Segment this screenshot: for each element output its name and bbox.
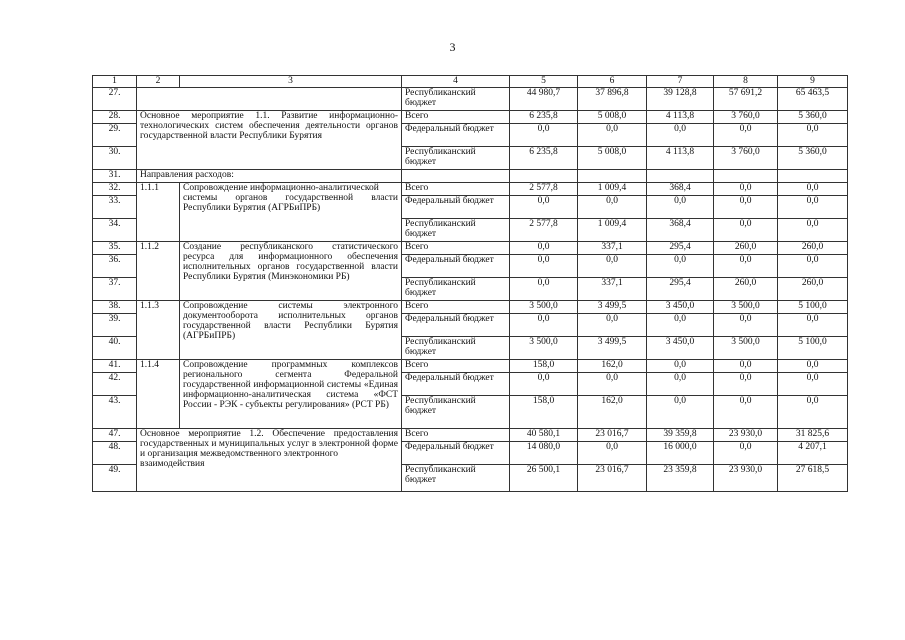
value-cell: 0,0: [647, 314, 714, 337]
value-cell: 40 580,1: [510, 429, 578, 442]
value-cell: 0,0: [510, 242, 578, 255]
value-cell: 65 463,5: [778, 88, 848, 111]
funding-source: Федеральный бюджет: [402, 314, 510, 337]
row-number: 38.: [93, 301, 137, 314]
table-row: [93, 360, 848, 373]
value-cell: 0,0: [647, 396, 714, 429]
value-cell: 0,0: [778, 360, 848, 373]
value-cell: 0,0: [778, 373, 848, 396]
row-number: 49.: [93, 465, 137, 492]
value-cell: 260,0: [778, 278, 848, 301]
funding-source: Республиканский бюджет: [402, 337, 510, 360]
value-cell: 3 760,0: [714, 111, 778, 124]
value-cell: 0,0: [714, 314, 778, 337]
value-cell: 0,0: [714, 396, 778, 429]
table-header-row: [93, 76, 848, 88]
value-cell: 0,0: [647, 255, 714, 278]
header-cell: 9: [778, 76, 848, 88]
value-cell: 0,0: [578, 255, 647, 278]
row-number: 47.: [93, 429, 137, 442]
funding-source: Всего: [402, 429, 510, 442]
value-cell: 23 930,0: [714, 429, 778, 442]
funding-source: Всего: [402, 111, 510, 124]
value-cell: 158,0: [510, 360, 578, 373]
value-cell: 0,0: [578, 442, 647, 465]
value-cell: 3 760,0: [714, 147, 778, 170]
value-cell: 260,0: [778, 242, 848, 255]
value-cell: 57 691,2: [714, 88, 778, 111]
row-number: 42.: [93, 373, 137, 396]
value-cell: 0,0: [647, 360, 714, 373]
value-cell: 39 128,8: [647, 88, 714, 111]
row-number: 39.: [93, 314, 137, 337]
header-cell: 6: [578, 76, 647, 88]
row-number: 32.: [93, 183, 137, 196]
row-number: 41.: [93, 360, 137, 373]
value-cell: 37 896,8: [578, 88, 647, 111]
row-number: 29.: [93, 124, 137, 147]
value-cell: 0,0: [714, 255, 778, 278]
value-cell: [647, 170, 714, 183]
value-cell: 1 009,4: [578, 219, 647, 242]
value-cell: 368,4: [647, 219, 714, 242]
value-cell: 16 000,0: [647, 442, 714, 465]
value-cell: 337,1: [578, 278, 647, 301]
value-cell: 0,0: [578, 373, 647, 396]
value-cell: 0,0: [714, 442, 778, 465]
row-number: 31.: [93, 170, 137, 183]
value-cell: 2 577,8: [510, 219, 578, 242]
value-cell: 23 930,0: [714, 465, 778, 492]
activity-code: 1.1.1: [137, 183, 180, 242]
header-cell: 2: [137, 76, 180, 88]
value-cell: 368,4: [647, 183, 714, 196]
value-cell: 0,0: [714, 360, 778, 373]
value-cell: 260,0: [714, 242, 778, 255]
value-cell: 31 825,6: [778, 429, 848, 442]
value-cell: 4 113,8: [647, 147, 714, 170]
table-row: [93, 183, 848, 196]
value-cell: 3 499,5: [578, 301, 647, 314]
value-cell: 4 207,1: [778, 442, 848, 465]
value-cell: 27 618,5: [778, 465, 848, 492]
value-cell: 260,0: [714, 278, 778, 301]
value-cell: 0,0: [647, 196, 714, 219]
value-cell: 0,0: [778, 196, 848, 219]
value-cell: 4 113,8: [647, 111, 714, 124]
value-cell: 0,0: [778, 396, 848, 429]
value-cell: 23 016,7: [578, 429, 647, 442]
activity-description: Основное мероприятие 1.2. Обеспечение предоставления государственных и муниципальных услуг в электронной форме и организация межведомственного электронного взаимодействия: [137, 429, 402, 492]
value-cell: 3 450,0: [647, 301, 714, 314]
activity-description: Сопровождение информационно-аналитической системы органов государственной власти Республики Бурятия (АГРБиПРБ): [180, 183, 402, 242]
funding-source: Федеральный бюджет: [402, 255, 510, 278]
value-cell: 0,0: [778, 314, 848, 337]
description-cell: [137, 88, 402, 111]
value-cell: 5 100,0: [778, 301, 848, 314]
value-cell: 0,0: [714, 124, 778, 147]
value-cell: 26 500,1: [510, 465, 578, 492]
row-number: 35.: [93, 242, 137, 255]
section-heading: Направления расходов:: [137, 170, 402, 183]
funding-source: Республиканский бюджет: [402, 465, 510, 492]
row-number: 33.: [93, 196, 137, 219]
value-cell: 0,0: [714, 373, 778, 396]
funding-source: [402, 170, 510, 183]
value-cell: [510, 170, 578, 183]
funding-source: Всего: [402, 183, 510, 196]
funding-source: Республиканский бюджет: [402, 396, 510, 429]
table-row: [93, 170, 848, 183]
header-cell: 7: [647, 76, 714, 88]
value-cell: 0,0: [578, 124, 647, 147]
row-number: 27.: [93, 88, 137, 111]
value-cell: 14 080,0: [510, 442, 578, 465]
table-row: [93, 111, 848, 124]
funding-source: Федеральный бюджет: [402, 373, 510, 396]
activity-description: Основное мероприятие 1.1. Развитие информационно-технологических систем обеспечения деятельности органов государственной власти Республики Бурятия: [137, 111, 402, 170]
table-row: [93, 429, 848, 442]
row-number: 30.: [93, 147, 137, 170]
value-cell: 3 450,0: [647, 337, 714, 360]
value-cell: 0,0: [714, 219, 778, 242]
value-cell: 0,0: [510, 373, 578, 396]
table-row: [93, 88, 848, 111]
value-cell: 5 008,0: [578, 147, 647, 170]
header-cell: 4: [402, 76, 510, 88]
value-cell: 0,0: [714, 183, 778, 196]
row-number: 28.: [93, 111, 137, 124]
row-number: 37.: [93, 278, 137, 301]
value-cell: 3 500,0: [714, 301, 778, 314]
value-cell: 5 360,0: [778, 147, 848, 170]
value-cell: 337,1: [578, 242, 647, 255]
activity-code: 1.1.4: [137, 360, 180, 429]
activity-code: 1.1.2: [137, 242, 180, 301]
value-cell: 162,0: [578, 360, 647, 373]
funding-source: Республиканский бюджет: [402, 219, 510, 242]
value-cell: 5 360,0: [778, 111, 848, 124]
funding-source: Республиканский бюджет: [402, 88, 510, 111]
value-cell: 2 577,8: [510, 183, 578, 196]
value-cell: 3 499,5: [578, 337, 647, 360]
value-cell: 39 359,8: [647, 429, 714, 442]
table-row: [93, 242, 848, 255]
value-cell: 0,0: [714, 196, 778, 219]
value-cell: [714, 170, 778, 183]
header-cell: 8: [714, 76, 778, 88]
value-cell: 162,0: [578, 396, 647, 429]
value-cell: 0,0: [510, 255, 578, 278]
funding-source: Всего: [402, 360, 510, 373]
funding-source: Федеральный бюджет: [402, 196, 510, 219]
funding-source: Республиканский бюджет: [402, 147, 510, 170]
row-number: 43.: [93, 396, 137, 429]
funding-source: Федеральный бюджет: [402, 442, 510, 465]
value-cell: 0,0: [647, 373, 714, 396]
value-cell: 6 235,8: [510, 147, 578, 170]
value-cell: 6 235,8: [510, 111, 578, 124]
value-cell: 0,0: [510, 314, 578, 337]
value-cell: 0,0: [578, 196, 647, 219]
funding-source: Федеральный бюджет: [402, 124, 510, 147]
value-cell: 295,4: [647, 278, 714, 301]
funding-source: Республиканский бюджет: [402, 278, 510, 301]
value-cell: 23 016,7: [578, 465, 647, 492]
value-cell: 3 500,0: [510, 337, 578, 360]
page-number: 3: [449, 40, 456, 54]
value-cell: [578, 170, 647, 183]
value-cell: 3 500,0: [510, 301, 578, 314]
value-cell: 158,0: [510, 396, 578, 429]
budget-table: [92, 75, 848, 492]
activity-description: Сопровождение системы электронного документооборота исполнительных органов государственной власти Республики Бурятия (АГРБиПРБ): [180, 301, 402, 360]
value-cell: 23 359,8: [647, 465, 714, 492]
value-cell: 0,0: [578, 314, 647, 337]
activity-description: Создание республиканского статистического ресурса для информационного обеспечения исполнительных органов государственной власти Республики Бурятия (Минэкономики РБ): [180, 242, 402, 301]
value-cell: 0,0: [778, 183, 848, 196]
value-cell: 0,0: [510, 278, 578, 301]
value-cell: 1 009,4: [578, 183, 647, 196]
value-cell: 44 980,7: [510, 88, 578, 111]
value-cell: 5 008,0: [578, 111, 647, 124]
value-cell: 0,0: [778, 255, 848, 278]
table-row: [93, 301, 848, 314]
funding-source: Всего: [402, 242, 510, 255]
value-cell: 0,0: [778, 219, 848, 242]
value-cell: 0,0: [647, 124, 714, 147]
value-cell: 3 500,0: [714, 337, 778, 360]
value-cell: 0,0: [510, 196, 578, 219]
value-cell: 295,4: [647, 242, 714, 255]
row-number: 36.: [93, 255, 137, 278]
value-cell: 5 100,0: [778, 337, 848, 360]
funding-source: Всего: [402, 301, 510, 314]
header-cell: 3: [180, 76, 402, 88]
row-number: 48.: [93, 442, 137, 465]
value-cell: 0,0: [778, 124, 848, 147]
activity-code: 1.1.3: [137, 301, 180, 360]
row-number: 40.: [93, 337, 137, 360]
header-cell: 5: [510, 76, 578, 88]
value-cell: [778, 170, 848, 183]
row-number: 34.: [93, 219, 137, 242]
header-cell: 1: [93, 76, 137, 88]
activity-description: Сопровождение программных комплексов регионального сегмента Федеральной государственной информационной системы «Единая информационно-аналитическая система «ФСТ России - РЭК - субъекты регулирования» (РСТ РБ): [180, 360, 402, 429]
value-cell: 0,0: [510, 124, 578, 147]
